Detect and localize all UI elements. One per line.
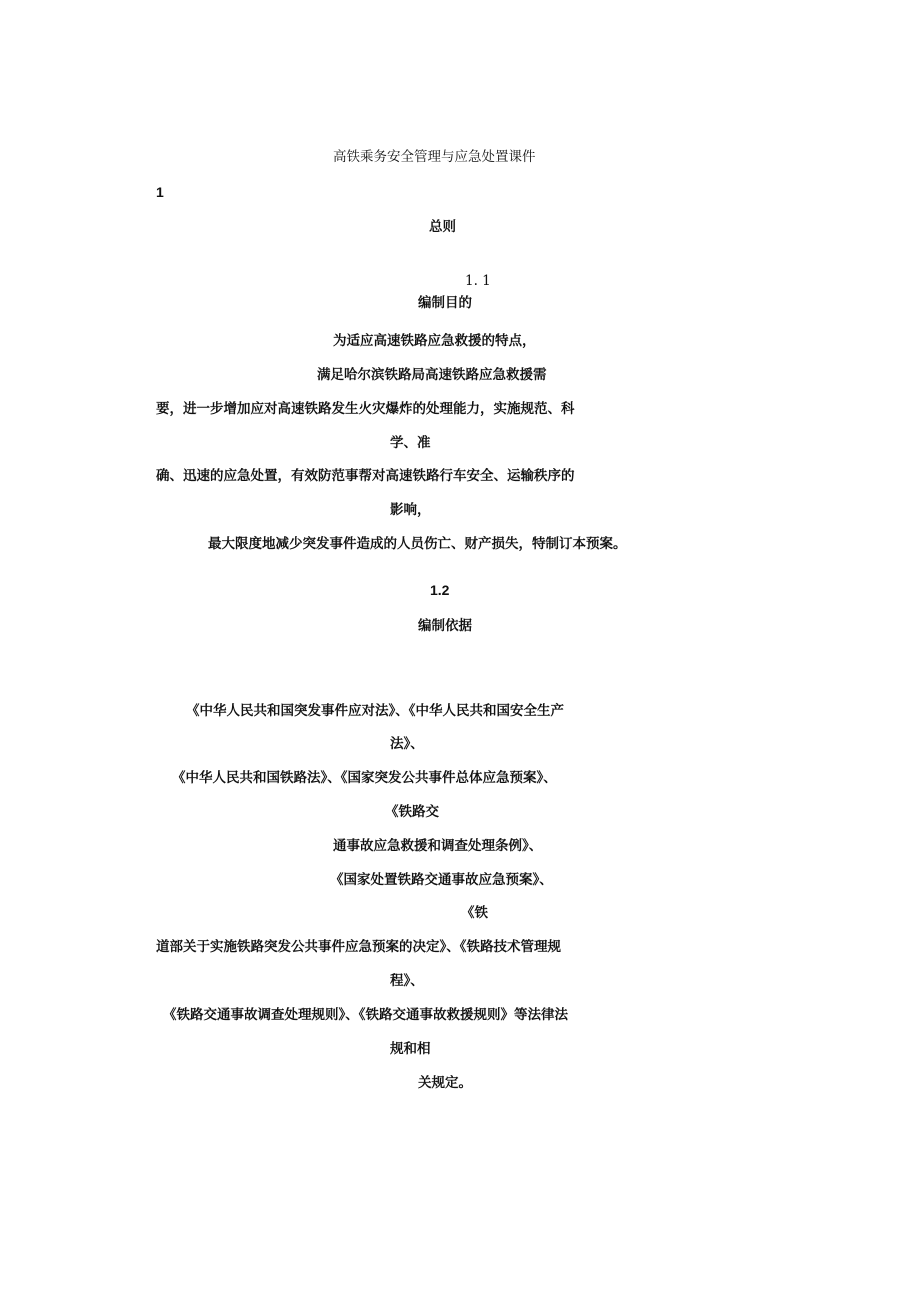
paragraph-line: 确、迅速的应急处置，有效防范事帮对高速铁路行车安全、运输秩序的 <box>156 468 575 484</box>
section-number: 1. 1 <box>465 273 491 289</box>
paragraph-line: 通事故应急救援和调查处理条例》、 <box>333 838 543 854</box>
paragraph-line: 为适应高速铁路应急救援的特点， <box>333 333 536 349</box>
paragraph-line: 关规定。 <box>418 1075 472 1091</box>
paragraph-line: 《铁路交通事故调查处理规则》、《铁路交通事故救援规则》等法律法 <box>163 1007 568 1023</box>
paragraph-line: 《中华人民共和国铁路法》、《国家突发公共事件总体应急预案》、 <box>172 770 557 786</box>
section-title: 编制目的 <box>418 295 472 311</box>
paragraph-line: 规和相 <box>390 1041 431 1057</box>
paragraph-line: 道部关于实施铁路突发公共事件应急预案的决定》、《铁路技术管理规 <box>156 939 561 955</box>
paragraph-line: 《铁 <box>461 905 488 921</box>
section-title: 编制依据 <box>418 618 472 634</box>
paragraph-line: 《中华人民共和国突发事件应对法》、《中华人民共和国安全生产 <box>186 703 564 719</box>
paragraph-line: 要，进一步增加应对高速铁路发生火灾爆炸的处理能力，实施规范、科 <box>156 401 575 417</box>
chapter-title: 总则 <box>429 219 456 235</box>
paragraph-line: 满足哈尔滨铁路局高速铁路应急救援需 <box>317 367 547 383</box>
document-title: 高铁乘务安全管理与应急处置课件 <box>333 149 536 165</box>
paragraph-line: 法》、 <box>390 736 424 752</box>
paragraph-line: 影响， <box>390 502 431 518</box>
paragraph-line: 最大限度地减少突发事件造成的人员伤亡、财产损失，特制订本预案。 <box>208 536 627 552</box>
section-number: 1.2 <box>430 582 450 598</box>
paragraph-line: 学、准 <box>390 435 431 451</box>
chapter-number: 1 <box>156 184 164 200</box>
paragraph-line: 《铁路交 <box>385 804 439 820</box>
paragraph-line: 程》、 <box>390 973 424 989</box>
paragraph-line: 《国家处置铁路交通事故应急预案》、 <box>330 872 553 888</box>
